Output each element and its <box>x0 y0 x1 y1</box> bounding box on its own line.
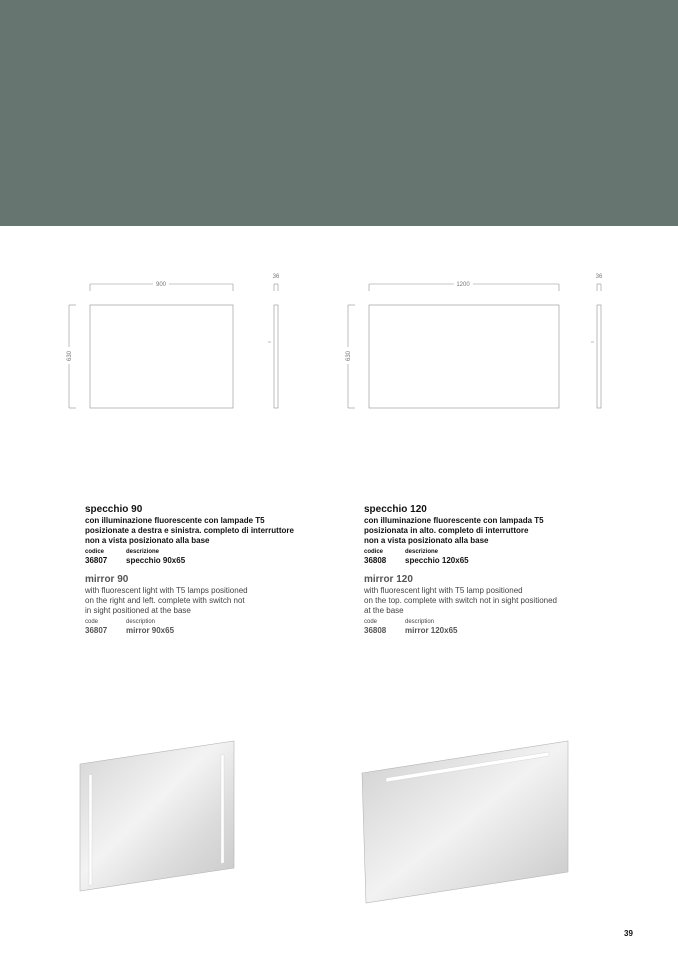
description-line: non a vista posizionato alla base <box>85 536 210 545</box>
description-line: with fluorescent light with T5 lamp positioned <box>364 586 523 595</box>
description-label: descrizione <box>126 549 160 555</box>
product-code: 36808 <box>364 626 387 635</box>
code-label: code <box>364 619 378 625</box>
product-name: specchio 90x65 <box>126 556 186 565</box>
product-title-it: specchio 120 <box>364 504 427 515</box>
product-title-en: mirror 90 <box>85 574 129 585</box>
description-line: non a vista posizionato alla base <box>364 536 489 545</box>
product-description-it <box>85 516 345 546</box>
product-description-en <box>85 586 345 616</box>
dim-width-1: 900 <box>155 282 167 288</box>
product-code: 36807 <box>85 626 108 635</box>
code-label: codice <box>85 549 105 555</box>
drawing-mirror-90 <box>69 284 278 408</box>
description-line: with fluorescent light with T5 lamps positioned <box>85 586 248 595</box>
dim-height-1: 630 <box>67 350 73 362</box>
mirror-90-render <box>80 741 234 891</box>
description-line: on the right and left. complete with switch not <box>85 596 245 605</box>
description-label: descrizione <box>405 549 439 555</box>
dim-depth-1: 36 <box>272 274 280 280</box>
product-description-en <box>364 586 644 616</box>
product-spec-mirror-120 <box>364 504 644 636</box>
header-color-band <box>0 0 678 226</box>
code-table-it <box>85 549 185 566</box>
description-line: in sight positioned at the base <box>85 606 191 615</box>
description-line: on the top. complete with switch not in sight positioned <box>364 596 557 605</box>
product-code: 36807 <box>85 556 108 565</box>
drawing-mirror-120 <box>348 284 601 408</box>
code-label: codice <box>364 549 384 555</box>
dim-width-2: 1200 <box>456 282 470 288</box>
code-table-it <box>364 549 469 566</box>
mirror-120-render <box>362 741 568 903</box>
description-line: con illuminazione fluorescente con lampade T5 <box>85 516 265 525</box>
product-name: specchio 120x65 <box>405 556 469 565</box>
description-line: con illuminazione fluorescente con lampada T5 <box>364 516 544 525</box>
product-description-it <box>364 516 644 546</box>
dim-depth-2: 36 <box>595 274 603 280</box>
product-title-en: mirror 120 <box>364 574 413 585</box>
page-number: 39 <box>624 929 633 938</box>
code-table-en <box>85 619 174 636</box>
description-label: description <box>126 619 156 625</box>
description-label: description <box>405 619 435 625</box>
product-spec-mirror-90 <box>85 504 345 636</box>
product-code: 36808 <box>364 556 387 565</box>
product-name: mirror 120x65 <box>405 626 458 635</box>
code-label: code <box>85 619 99 625</box>
description-line: at the base <box>364 606 404 615</box>
description-line: posizionate a destra e sinistra. completo di interruttore <box>85 526 294 535</box>
dim-height-2: 630 <box>346 350 352 362</box>
product-name: mirror 90x65 <box>126 626 175 635</box>
description-line: posizionata in alto. completo di interruttore <box>364 526 529 535</box>
product-title-it: specchio 90 <box>85 504 143 515</box>
code-table-en <box>364 619 457 636</box>
